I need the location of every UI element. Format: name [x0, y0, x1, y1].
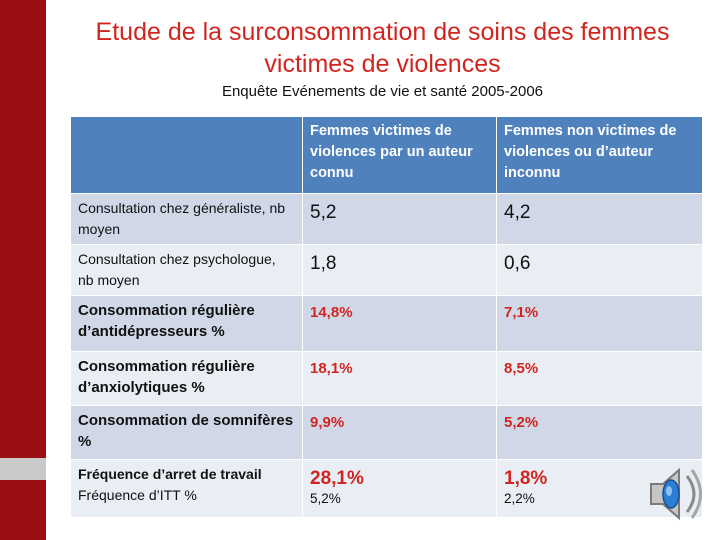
table-row [71, 194, 703, 245]
header-victims: Femmes victimes de violences par un auteur connu [303, 117, 497, 194]
header-row [71, 117, 703, 194]
cell-victims: 18,1% [303, 352, 497, 406]
cell-victims: 9,9% [303, 406, 497, 460]
table-row [71, 296, 703, 352]
table-row [71, 406, 703, 460]
cell-main-value: 28,1% [310, 468, 364, 489]
cell-non-victims: 4,2 [497, 194, 703, 245]
cell-victims: 5,2 [303, 194, 497, 245]
cell-victims: 1,8 [303, 245, 497, 296]
row-label: Consommation régulière d’anxiolytiques % [71, 352, 303, 406]
cell-non-victims: 8,5% [497, 352, 703, 406]
slide-subtitle: Enquête Evénements de vie et santé 2005-2006 [221, 83, 544, 100]
cell-sub-value: 5,2% [310, 491, 341, 506]
table-row [71, 460, 703, 518]
header-non-victims: Femmes non victimes de violences ou d’auteur inconnu [497, 117, 703, 194]
speaker-icon[interactable] [645, 462, 709, 531]
left-band-stripe [0, 458, 46, 480]
title-line-1: Etude de la surconsommation de soins des femmes [95, 18, 670, 46]
row-label: Consommation de somnifères % [71, 406, 303, 460]
row-label: Consultation chez généraliste, nb moyen [71, 194, 303, 245]
header-empty [71, 117, 303, 194]
cell-non-victims: 0,6 [497, 245, 703, 296]
cell-sub-value: 2,2% [504, 491, 535, 506]
cell-main-value: 1,8% [504, 468, 548, 489]
row-label-line-2: Fréquence d’ITT % [78, 487, 197, 503]
title-line-2: victimes de violences [264, 50, 501, 78]
row-label: Consultation chez psychologue, nb moyen [71, 245, 303, 296]
table-row [71, 352, 703, 406]
cell-victims: 14,8% [303, 296, 497, 352]
cell-victims [303, 460, 497, 518]
data-table [70, 116, 703, 518]
row-label: Consommation régulière d’antidépresseurs % [71, 296, 303, 352]
cell-non-victims: 7,1% [497, 296, 703, 352]
slide-title [60, 16, 705, 80]
row-label [71, 460, 303, 518]
row-label-line-1: Fréquence d’arret de travail [78, 466, 262, 482]
table-row [71, 245, 703, 296]
cell-non-victims: 5,2% [497, 406, 703, 460]
